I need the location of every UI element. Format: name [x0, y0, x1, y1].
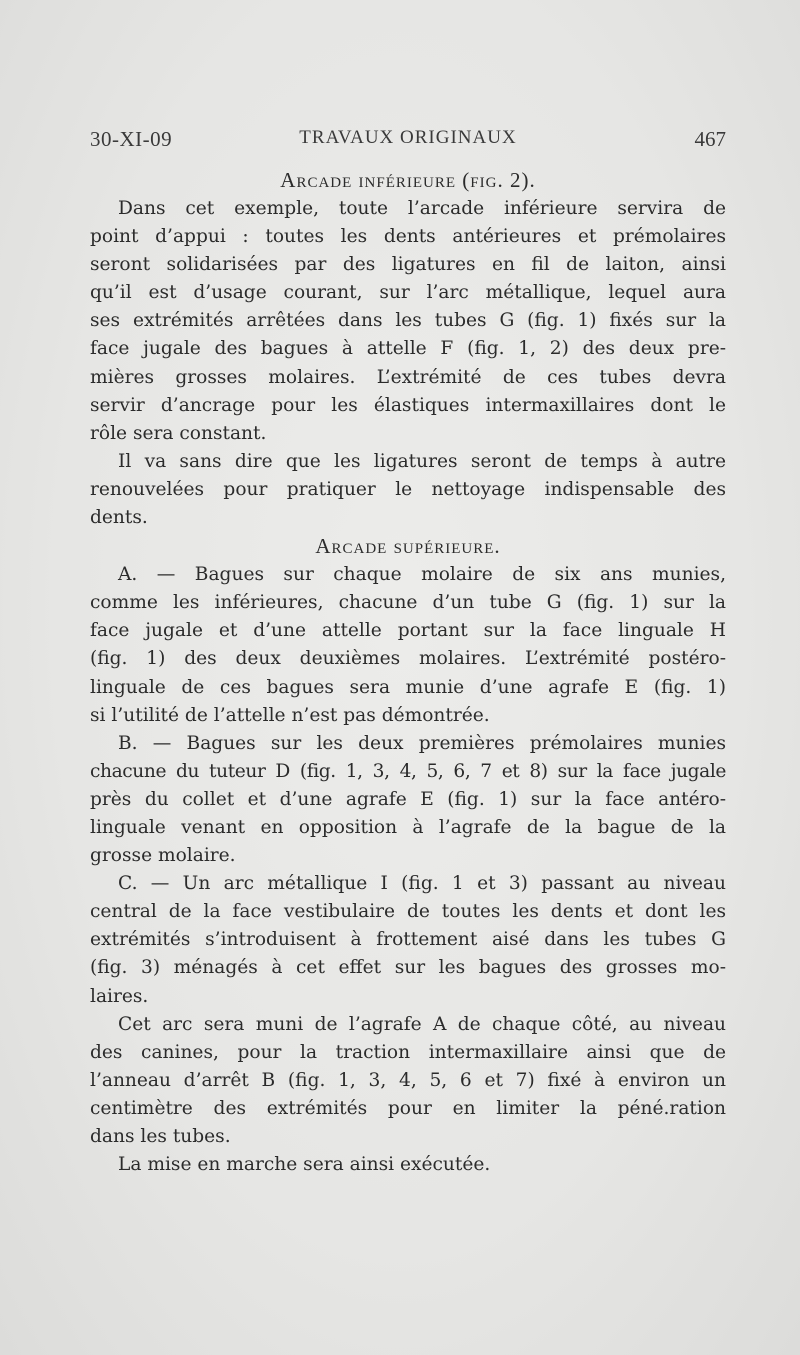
- text-line: Cet arc sera muni de l’agrafe A de chaque côté, au niveau: [118, 1013, 726, 1035]
- text-line: laires.: [90, 985, 149, 1007]
- text-line: centimètre des extrémités pour en limiter la péné.ration: [90, 1097, 726, 1119]
- text-line: (fig. 1) des deux deuxièmes molaires. L’extrémité postéro-: [90, 648, 726, 670]
- paragraph-e: [90, 1151, 726, 1179]
- text-line: mières grosses molaires. L’extrémité de ces tubes devra: [90, 366, 726, 388]
- text-line: servir d’ancrage pour les élastiques intermaxillaires dont le: [90, 394, 726, 416]
- page-number: 467: [694, 127, 726, 151]
- text-line: linguale de ces bagues sera munie d’une agrafe E (fig. 1): [90, 676, 726, 698]
- text-line: Il va sans dire que les ligatures seront de temps à autre: [118, 450, 726, 472]
- page-body: [90, 166, 726, 1179]
- header-date: 30-XI-09: [90, 127, 173, 151]
- text-line: comme les inférieures, chacune d’un tube G (fig. 1) sur la: [90, 592, 726, 614]
- text-line: l’anneau d’arrêt B (fig. 1, 3, 4, 5, 6 et 7) fixé à environ un: [90, 1069, 726, 1091]
- text-line: A. — Bagues sur chaque molaire de six ans munies,: [118, 564, 726, 586]
- text-line: si l’utilité de l’attelle n’est pas démontrée.: [90, 704, 490, 726]
- text-line: central de la face vestibulaire de toutes les dents et dont les: [90, 901, 726, 923]
- text-line: linguale venant en opposition à l’agrafe de la bague de la: [90, 816, 726, 838]
- paragraph-arcade-inferieure: [90, 195, 726, 448]
- text-line: seront solidarisées par des ligatures en fil de laiton, ainsi: [90, 254, 726, 276]
- text-line: chacune du tuteur D (fig. 1, 3, 4, 5, 6, 7 et 8) sur la face jugale: [90, 760, 726, 782]
- text-line: face jugale des bagues à attelle F (fig. 1, 2) des deux pre-: [90, 338, 726, 360]
- text-line: rôle sera constant.: [90, 422, 267, 444]
- paragraph-a: [90, 561, 726, 730]
- text-line: extrémités s’introduisent à frottement aisé dans les tubes G: [90, 929, 726, 951]
- text-line: ses extrémités arrêtées dans les tubes G (fig. 1) fixés sur la: [90, 310, 726, 332]
- header-section-title: TRAVAUX ORIGINAUX: [299, 127, 517, 148]
- paragraph-c: [90, 870, 726, 1010]
- paragraph-b: [90, 730, 726, 870]
- text-line: dents.: [90, 507, 148, 529]
- text-line: grosse molaire.: [90, 845, 236, 867]
- text-line: C. — Un arc métallique I (fig. 1 et 3) passant au niveau: [118, 873, 726, 895]
- text-line: dans les tubes.: [90, 1126, 231, 1147]
- text-line: point d’appui : toutes les dents antérieures et prémolaires: [90, 226, 726, 248]
- paragraph-d: [90, 1011, 726, 1151]
- paragraph-ligatures: [90, 448, 726, 532]
- text-line: qu’il est d’usage courant, sur l’arc métallique, lequel aura: [90, 282, 726, 304]
- text-line: renouvelées pour pratiquer le nettoyage indispensable des: [90, 478, 726, 500]
- text-line: face jugale et d’une attelle portant sur la face linguale H: [90, 620, 726, 642]
- heading-arcade-superieure: Arcade supérieure.: [315, 534, 501, 559]
- text-line: près du collet et d’une agrafe E (fig. 1) sur la face antéro-: [90, 788, 726, 810]
- text-line: B. — Bagues sur les deux premières prémolaires munies: [118, 732, 726, 754]
- heading-arcade-inferieure: Arcade inférieure (fig. 2).: [280, 168, 536, 192]
- running-header: [90, 127, 726, 157]
- text-line: (fig. 3) ménagés à cet effet sur les bagues des grosses mo-: [90, 957, 726, 979]
- text-line: Dans cet exemple, toute l’arcade inférieure servira de: [118, 198, 726, 219]
- text-line: des canines, pour la traction intermaxillaire ainsi que de: [90, 1041, 726, 1063]
- text-line: La mise en marche sera ainsi exécutée.: [118, 1154, 491, 1176]
